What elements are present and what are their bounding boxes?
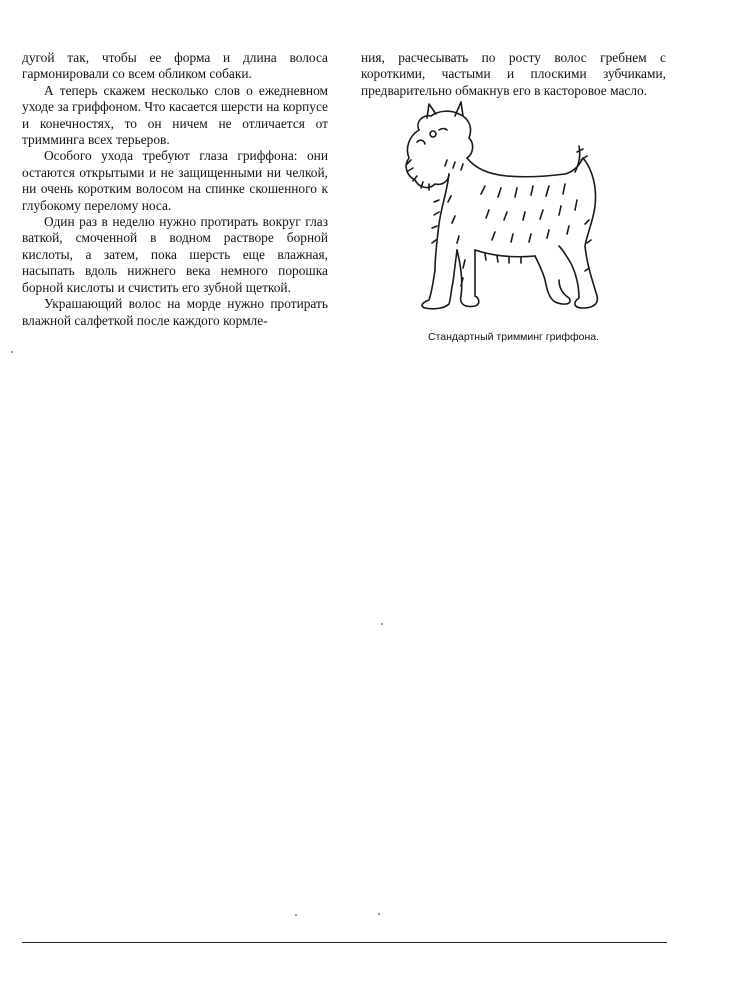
figure-caption: Стандартный тримминг гриффона.: [428, 331, 599, 343]
paragraph: Один раз в неделю нужно протирать вокруг глаз ваткой, смоченной в водном растворе борной кислоты, а затем, пока шерсть еще влажная, насыпать вдоль нижнего века немного порошка борной кислоты и счистить его зубной щеткой.: [22, 214, 328, 295]
right-text-column: [361, 50, 666, 99]
scan-speck: [381, 623, 383, 625]
paragraph: ния, расчесывать по росту волос гребнем с короткими, частыми и плоскими зубчиками, предварительно обмакнув его в касторовое масло.: [361, 50, 666, 98]
scan-speck: [378, 913, 380, 915]
griffon-dog-drawing: [389, 100, 621, 312]
paragraph: Украшающий волос на морде нужно протирать влажной салфеткой после каждого кормле-: [22, 296, 328, 328]
scan-speck: [295, 914, 297, 916]
paragraph: А теперь скажем несколько слов о ежедневном уходе за гриффоном. Что касается шерсти на корпусе и конечностях, то он ничем не отличается от тримминга всех терьеров.: [22, 82, 328, 148]
left-text-column: [22, 50, 328, 329]
footer-rule: [22, 942, 667, 943]
paragraph: Особого ухода требуют глаза гриффона: они остаются открытыми и не защищенными ни челкой, ни очень коротким волосом на спинке скошенного к глубокому перелому носа.: [22, 148, 328, 213]
griffon-illustration: [389, 100, 621, 312]
scan-speck: [11, 351, 13, 353]
paragraph: дугой так, чтобы ее форма и длина волоса гармонировали со всем обликом собаки.: [22, 50, 328, 82]
